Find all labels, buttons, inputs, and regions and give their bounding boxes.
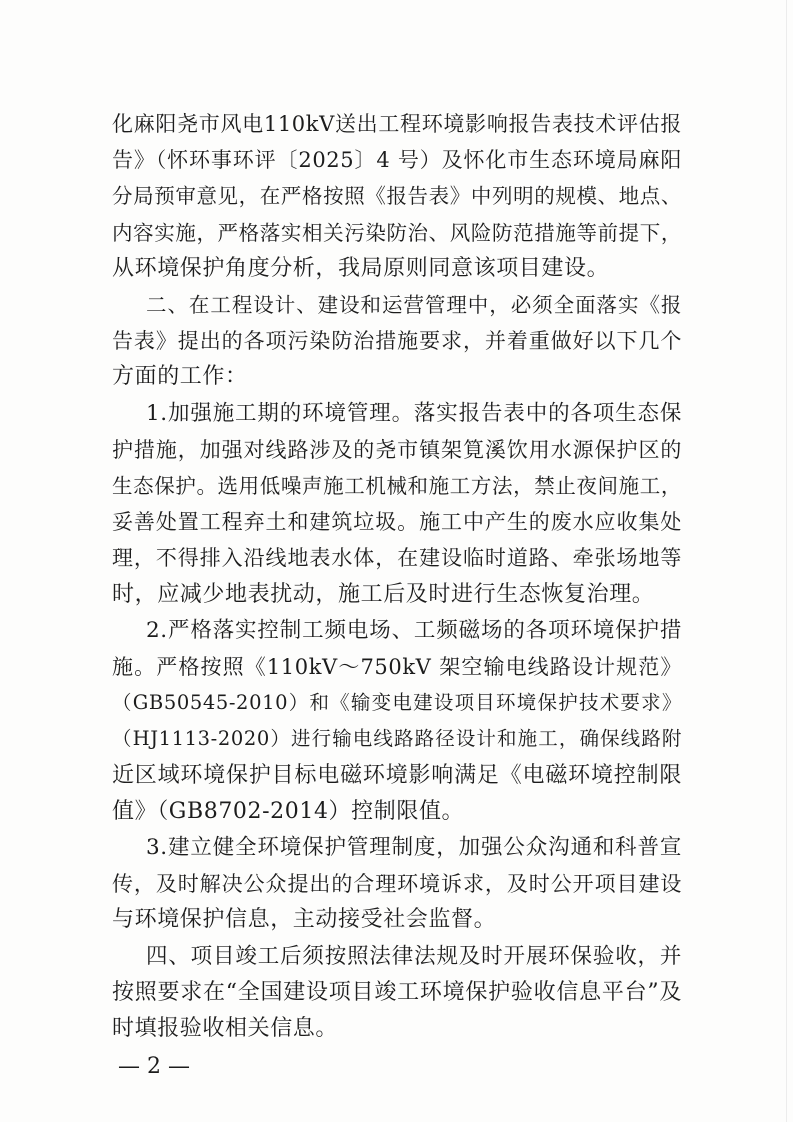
body-line-2: 告》（怀环事环评〔2025〕4 号）及怀化市生态环境局麻阳 (112, 148, 682, 173)
item-3-line-3: 与环境保护信息，主动接受社会监督。 (112, 907, 497, 933)
body-line-5: 从环境保护角度分析，我局原则同意该项目建设。 (112, 255, 610, 281)
page-edge-divider (786, 0, 787, 1122)
section-four-line-3: 时填报验收相关信息。 (112, 1016, 339, 1041)
body-line-3: 分局预审意见，在严格按照《报告表》中列明的规模、地点、 (112, 184, 682, 209)
item-1-line-4: 妥善处置工程弃土和建筑垃圾。施工中产生的废水应收集处 (112, 510, 682, 535)
section-two-line-1: 二、在工程设计、建设和运营管理中，必须全面落实《报 (146, 293, 682, 317)
item-3-line-2: 传，及时解决公众提出的合理环境诉求，及时公开项目建设 (112, 872, 682, 897)
body-line-1: 化麻阳尧市风电110kV送出工程环境影响报告表技术评估报 (112, 112, 682, 136)
item-2-line-3: （GB50545-2010）和《输变电建设项目环境保护技术要求》 (112, 691, 682, 715)
item-2-line-4: （HJ1113-2020）进行输电线路路径设计和施工，确保线路附 (112, 727, 682, 751)
item-1-line-6: 时，应减少地表扰动，施工后及时进行生态恢复治理。 (112, 581, 655, 607)
item-1-line-5: 理，不得排入沿线地表水体，在建设临时道路、牵张场地等 (112, 546, 682, 571)
section-two-line-3: 方面的工作： (112, 364, 248, 390)
item-1-line-3: 生态保护。选用低噪声施工机械和施工方法，禁止夜间施工， (112, 474, 682, 498)
section-four-line-2: 按照要求在“全国建设项目竣工环境保护验收信息平台”及 (112, 979, 682, 1005)
item-2-line-6: 值》（GB8702-2014）控制限值。 (112, 798, 465, 824)
item-1-line-2: 护措施，加强对线路涉及的尧市镇架筧溪饮用水源保护区的 (112, 437, 682, 462)
item-3-line-1: 3.建立健全环境保护管理制度，加强公众沟通和科普宣 (146, 835, 682, 860)
item-2-line-2: 施。严格按照《110kV～750kV 架空输电线路设计规范》 (112, 655, 682, 679)
section-two-line-2: 告表》提出的各项污染防治措施要求，并着重做好以下几个 (112, 329, 682, 354)
section-four-line-1: 四、项目竣工后须按照法律法规及时开展环保验收，并 (146, 943, 682, 969)
item-1-line-1: 1.加强施工期的环境管理。落实报告表中的各项生态保 (146, 400, 682, 426)
item-2-line-5: 近区域环境保护目标电磁环境影响满足《电磁环境控制限 (112, 762, 682, 788)
page-number: — 2 — (118, 1054, 190, 1080)
body-line-4: 内容实施，严格落实相关污染防治、风险防范措施等前提下， (112, 220, 682, 245)
item-2-line-1: 2.严格落实控制工频电场、工频磁场的各项环境保护措 (146, 617, 682, 643)
